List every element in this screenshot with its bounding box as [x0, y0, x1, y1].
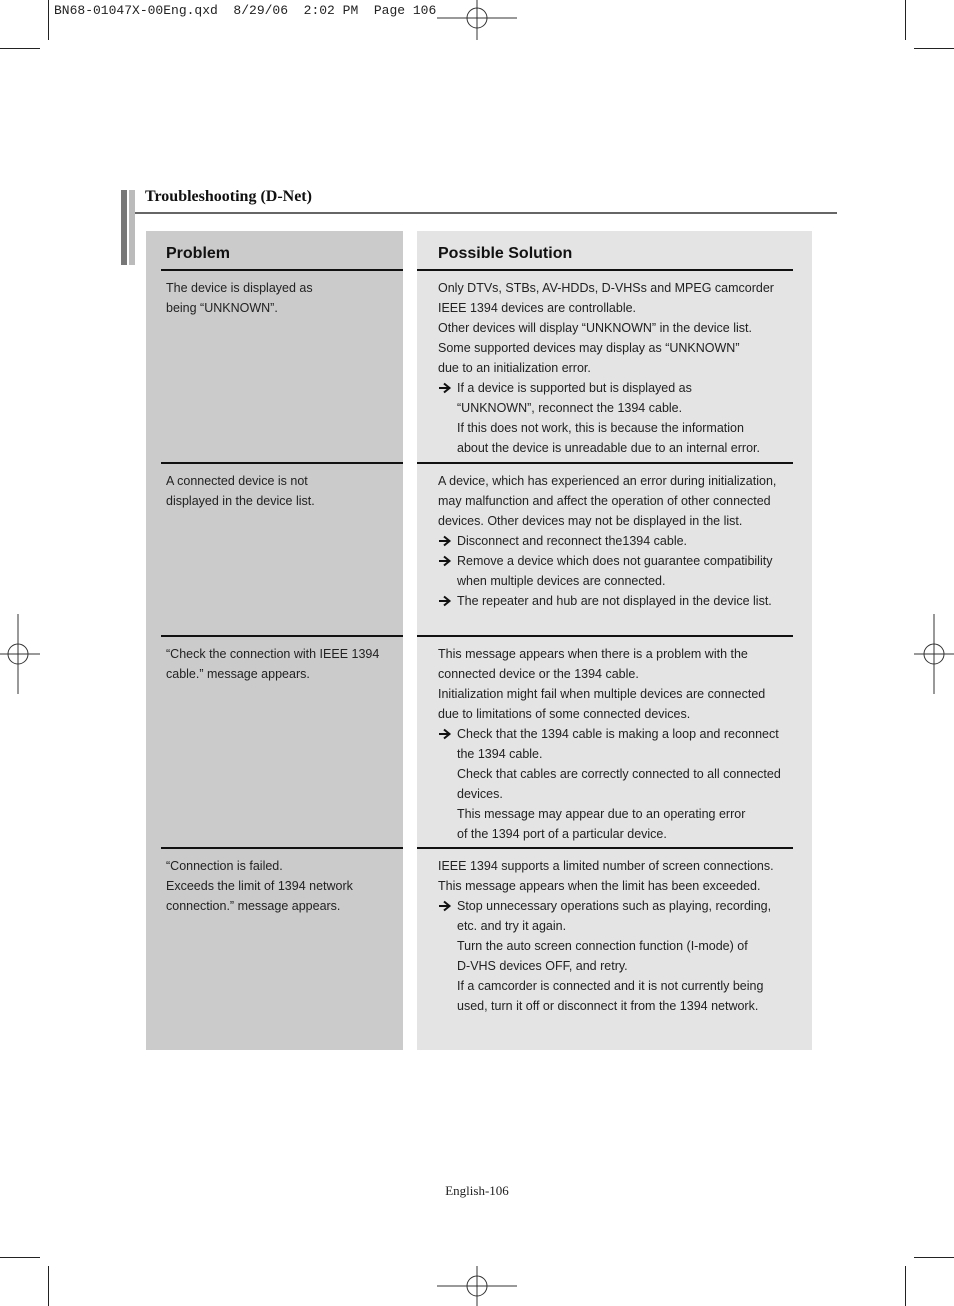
problem-cell	[166, 278, 396, 318]
section-marker-bar	[129, 190, 135, 265]
problem-text-line: “Check the connection with IEEE 1394	[166, 647, 380, 661]
solution-text-line	[438, 398, 798, 418]
solution-text: A device, which has experienced an error during initialization,	[438, 474, 777, 488]
solution-text-line	[438, 956, 798, 976]
solution-text: This message may appear due to an operating error	[457, 807, 746, 821]
crop-mark	[905, 1266, 906, 1306]
right-arrow-icon	[438, 900, 452, 912]
solution-cell	[438, 856, 798, 1016]
crop-mark	[48, 1266, 49, 1306]
problem-text-line: “Connection is failed.	[166, 859, 283, 873]
problem-cell	[166, 644, 396, 684]
solution-text-line	[438, 784, 798, 804]
problem-column-header: Problem	[166, 245, 231, 262]
solution-bullet-line	[438, 724, 798, 744]
solution-text: connected device or the 1394 cable.	[438, 667, 639, 681]
solution-text: about the device is unreadable due to an internal error.	[457, 441, 760, 455]
row-divider	[417, 847, 793, 849]
registration-mark-icon	[437, 0, 517, 40]
solution-text-line	[438, 744, 798, 764]
problem-column-panel	[146, 231, 403, 1050]
solution-text-line	[438, 418, 798, 438]
solution-text: Check that the 1394 cable is making a loop and reconnect	[457, 727, 779, 741]
solution-cell	[438, 471, 798, 611]
solution-text: “UNKNOWN”, reconnect the 1394 cable.	[457, 401, 683, 415]
solution-text-line	[438, 976, 798, 996]
problem-text-line: displayed in the device list.	[166, 494, 315, 508]
problem-cell	[166, 856, 396, 916]
solution-text: the 1394 cable.	[457, 747, 543, 761]
solution-text-line	[438, 571, 798, 591]
solution-text-line	[438, 491, 798, 511]
crop-mark	[48, 0, 49, 40]
page-footer: English-106	[445, 1183, 509, 1198]
solution-text: This message appears when the limit has been exceeded.	[438, 879, 761, 893]
solution-text-line	[438, 936, 798, 956]
solution-text-line	[438, 438, 798, 458]
solution-text: Check that cables are correctly connected to all connected	[457, 767, 781, 781]
row-divider	[161, 462, 403, 464]
solution-text: when multiple devices are connected.	[457, 574, 666, 588]
problem-text-line: connection.” message appears.	[166, 899, 341, 913]
solution-cell	[438, 644, 798, 844]
section-title: Troubleshooting (D-Net)	[145, 188, 312, 205]
solution-text: Some supported devices may display as “UNKNOWN”	[438, 341, 740, 355]
solution-text: Initialization might fail when multiple devices are connected	[438, 687, 766, 701]
solution-bullet-line	[438, 378, 798, 398]
crop-mark	[0, 1257, 40, 1258]
solution-text: IEEE 1394 devices are controllable.	[438, 301, 637, 315]
solution-text: IEEE 1394 supports a limited number of screen connections.	[438, 859, 774, 873]
solution-text: of the 1394 port of a particular device.	[457, 827, 667, 841]
solution-text: If a camcorder is connected and it is not currently being	[457, 979, 764, 993]
right-arrow-icon	[438, 535, 452, 547]
section-marker-bar	[121, 190, 127, 265]
right-arrow-icon	[438, 382, 452, 394]
row-divider	[161, 269, 403, 271]
solution-text-line	[438, 856, 798, 876]
solution-text-line	[438, 704, 798, 724]
problem-text-line: cable.” message appears.	[166, 667, 310, 681]
solution-text-line	[438, 684, 798, 704]
solution-text: The repeater and hub are not displayed in the device list.	[457, 594, 772, 608]
print-slug: BN68-01047X-00Eng.qxd 8/29/06 2:02 PM Page 106	[54, 3, 437, 18]
crop-mark	[914, 48, 954, 49]
solution-text-line	[438, 996, 798, 1016]
solution-text: may malfunction and affect the operation of other connected	[438, 494, 771, 508]
solution-bullet-line	[438, 896, 798, 916]
solution-text: devices.	[457, 787, 503, 801]
problem-text-line: Exceeds the limit of 1394 network	[166, 879, 353, 893]
solution-text-line	[438, 664, 798, 684]
crop-mark	[914, 1257, 954, 1258]
solution-text-line	[438, 511, 798, 531]
row-divider	[417, 269, 793, 271]
solution-text-line	[438, 298, 798, 318]
registration-mark-icon	[437, 1266, 517, 1306]
solution-text-line	[438, 824, 798, 844]
right-arrow-icon	[438, 595, 452, 607]
solution-text: This message appears when there is a problem with the	[438, 647, 748, 661]
solution-text-line	[438, 278, 798, 298]
crop-mark	[0, 48, 40, 49]
solution-text: Turn the auto screen connection function (I-mode) of	[457, 939, 748, 953]
registration-mark-icon	[914, 614, 954, 694]
solution-cell	[438, 278, 798, 458]
right-arrow-icon	[438, 555, 452, 567]
row-divider	[417, 635, 793, 637]
solution-column-header: Possible Solution	[438, 245, 573, 262]
solution-text: If this does not work, this is because the information	[457, 421, 744, 435]
solution-text-line	[438, 644, 798, 664]
problem-text-line: The device is displayed as	[166, 281, 313, 295]
title-divider	[135, 212, 837, 214]
row-divider	[417, 462, 793, 464]
problem-cell	[166, 471, 396, 511]
solution-text-line	[438, 471, 798, 491]
solution-text: Disconnect and reconnect the1394 cable.	[457, 534, 688, 548]
solution-text: used, turn it off or disconnect it from the 1394 network.	[457, 999, 759, 1013]
solution-text-line	[438, 318, 798, 338]
solution-bullet-line	[438, 591, 798, 611]
solution-text-line	[438, 764, 798, 784]
solution-bullet-line	[438, 551, 798, 571]
solution-text: due to an initialization error.	[438, 361, 591, 375]
solution-text: Remove a device which does not guarantee compatibility	[457, 554, 773, 568]
solution-bullet-line	[438, 531, 798, 551]
solution-text: etc. and try it again.	[457, 919, 567, 933]
solution-text-line	[438, 338, 798, 358]
solution-text: Stop unnecessary operations such as playing, recording,	[457, 899, 772, 913]
solution-text-line	[438, 804, 798, 824]
solution-text: D-VHS devices OFF, and retry.	[457, 959, 628, 973]
solution-text-line	[438, 876, 798, 896]
solution-text-line	[438, 916, 798, 936]
solution-text-line	[438, 358, 798, 378]
crop-mark	[905, 0, 906, 40]
solution-text: due to limitations of some connected devices.	[438, 707, 691, 721]
solution-text: If a device is supported but is displayed as	[457, 381, 692, 395]
problem-text-line: being “UNKNOWN”.	[166, 301, 278, 315]
registration-mark-icon	[0, 614, 40, 694]
right-arrow-icon	[438, 728, 452, 740]
solution-text: Only DTVs, STBs, AV-HDDs, D-VHSs and MPEG camcorder	[438, 281, 774, 295]
row-divider	[161, 635, 403, 637]
row-divider	[161, 847, 403, 849]
problem-text-line: A connected device is not	[166, 474, 308, 488]
solution-text: Other devices will display “UNKNOWN” in the device list.	[438, 321, 752, 335]
solution-text: devices. Other devices may not be displayed in the list.	[438, 514, 743, 528]
